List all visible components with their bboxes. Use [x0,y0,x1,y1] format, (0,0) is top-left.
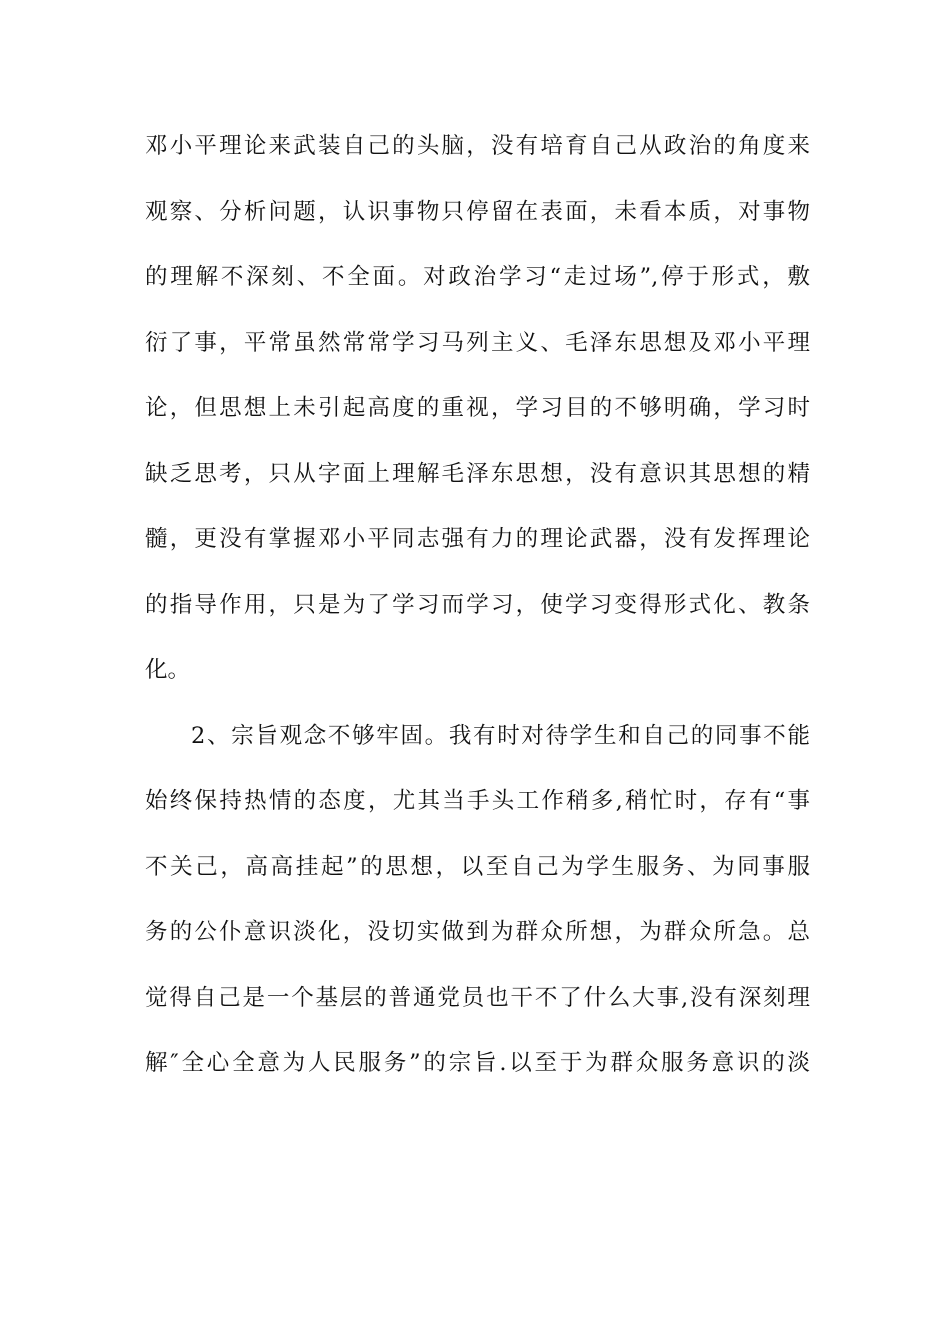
text-line: 觉得自己是一个基层的普通党员也干不了什么大事,没有深刻理 [145,984,810,1011]
text-line: 衍了事，平常虽然常常学习马列主义、毛泽东思想及邓小平理 [145,329,810,356]
text-line: 髓，更没有掌握邓小平同志强有力的理论武器，没有发挥理论 [145,526,810,552]
text-line: 观察、分析问题，认识事物只停留在表面，未看本质，对事物 [145,198,810,225]
text-line: 的指导作用，只是为了学习而学习，使学习变得形式化、教条 [145,591,810,618]
text-line: 2、宗旨观念不够牢固。我有时对待学生和自己的同事不能 [191,722,810,749]
text-line: 论，但思想上未引起高度的重视，学习目的不够明确，学习时 [145,395,810,421]
text-line: 邓小平理论来武装自己的头脑，没有培育自己从政治的角度来 [145,133,810,159]
text-line: 的理解不深刻、不全面。对政治学习“走过场”,停于形式，敷 [145,264,810,290]
text-line: 务的公仆意识淡化，没切实做到为群众所想，为群众所急。总 [145,919,810,945]
text-line: 始终保持热情的态度，尤其当手头工作稍多,稍忙时，存有“事 [145,788,810,814]
text-line: 缺乏思考，只从字面上理解毛泽东思想，没有意识其思想的精 [145,460,810,487]
text-line: 不关己，高高挂起”的思想，以至自己为学生服务、为同事服 [145,853,810,880]
body-text [145,130,810,1113]
text-line: 化。 [145,657,191,683]
text-line: 解″全心全意为人民服务”的宗旨.以至于为群众服务意识的淡 [145,1050,810,1076]
